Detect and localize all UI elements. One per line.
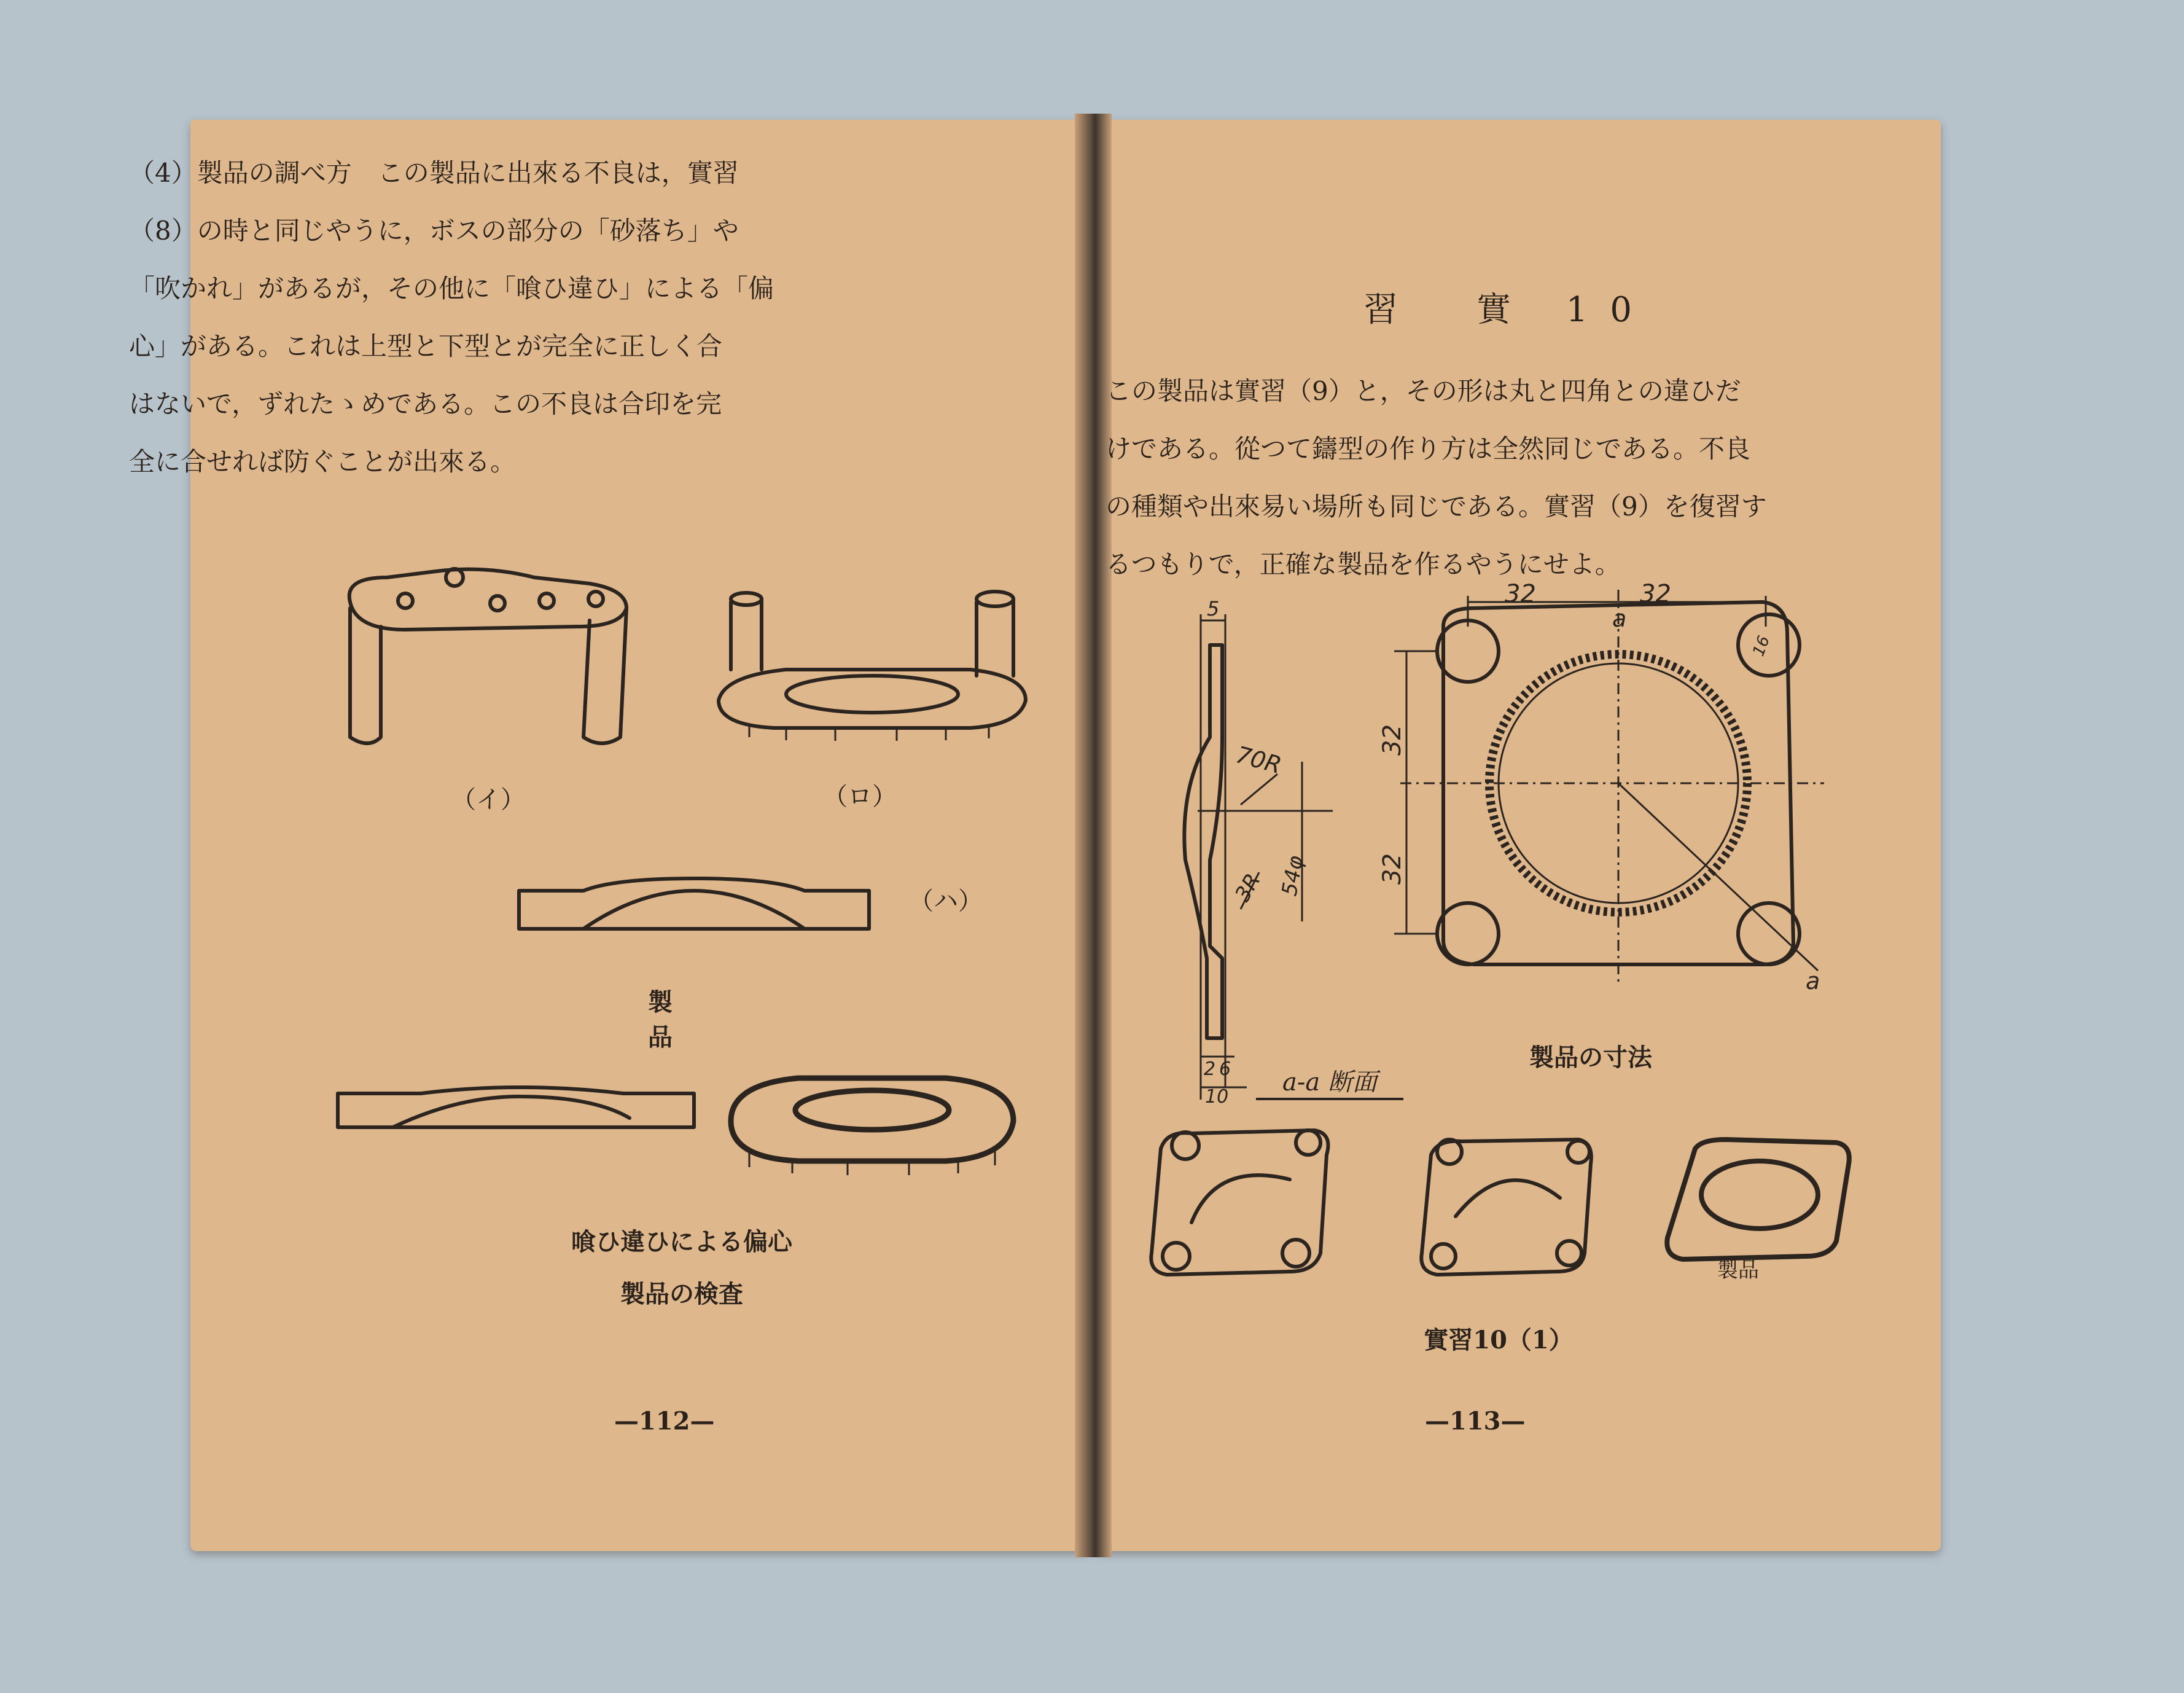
plan-dim-side-bottom: 32 xyxy=(1378,853,1406,885)
figure-i-boss-casting xyxy=(332,553,651,762)
right-page-number: —113— xyxy=(1425,1407,1526,1436)
product-sketch-2 xyxy=(1406,1130,1603,1284)
plan-mark-a-bottom: a xyxy=(1806,968,1820,995)
plan-dim-top-left: 32 xyxy=(1505,580,1536,608)
caption-inspection: 製品の検査 xyxy=(620,1280,743,1308)
section-dim-radius: 70R xyxy=(1233,741,1285,780)
section-dim-small-radius: 3R xyxy=(1230,869,1266,906)
right-line-4: るつもりで，正確な製品を作るやうにせよ。 xyxy=(1106,549,1621,579)
plan-dim-hole: 16 xyxy=(1749,633,1774,659)
book-gutter xyxy=(1075,114,1112,1557)
right-page-title: 習 實 10 xyxy=(1363,290,1655,330)
left-line-4: 心」がある。これは上型と下型とが完全に正しく合 xyxy=(129,331,723,361)
figure-i-label: （イ） xyxy=(451,786,525,814)
product-sketch-1 xyxy=(1142,1124,1339,1284)
plan-dim-top-right: 32 xyxy=(1640,580,1671,608)
left-line-3: 「吹かれ」があるが，その他に「喰ひ違ひ」による「偏 xyxy=(129,273,774,303)
section-dim-bottom-a: 2 xyxy=(1204,1058,1216,1080)
section-dim-bottom-c: 10 xyxy=(1205,1086,1229,1108)
left-paragraph xyxy=(129,144,854,491)
section-aa-drawing xyxy=(1155,597,1339,1112)
figure-ha-label: （ハ） xyxy=(909,887,983,915)
figure-ro-boss-casting xyxy=(712,584,1032,743)
right-line-1: この製品は實習（9）と，その形は丸と四角との違ひだ xyxy=(1106,376,1741,406)
caption-dimensions: 製品の寸法 xyxy=(1529,1043,1652,1072)
section-dim-bottom-b: 6 xyxy=(1219,1058,1231,1080)
right-paragraph xyxy=(1106,362,1830,593)
eccentric-section-figure xyxy=(335,1087,697,1130)
left-line-6: 全に合せれば防ぐことが出來る。 xyxy=(129,447,517,477)
section-dim-diameter: 54φ xyxy=(1277,853,1309,898)
figure-ha-section xyxy=(516,872,872,940)
section-dim-top: 5 xyxy=(1207,597,1220,620)
left-line-5: はないで，ずれたゝめである。この不良は合印を完 xyxy=(129,389,722,419)
left-line-2: （8）の時と同じやうに，ボスの部分の「砂落ち」や xyxy=(129,216,739,246)
left-line-1: （4）製品の調べ方 この製品に出來る不良は，實習 xyxy=(129,158,739,188)
plan-mark-a-top: a xyxy=(1612,605,1627,632)
right-line-2: けである。從つて鑄型の作り方は全然同じである。不良 xyxy=(1106,434,1751,464)
caption-exercise: 實習10（1） xyxy=(1424,1326,1574,1355)
left-page-number: —112— xyxy=(614,1407,715,1436)
figure-ro-label: （ロ） xyxy=(823,783,897,811)
right-line-3: の種類や出來易い場所も同じである。實習（9）を復習す xyxy=(1106,491,1767,522)
plan-dim-side-top: 32 xyxy=(1378,724,1406,756)
plan-view-drawing xyxy=(1378,577,1861,1007)
product-sketch-label: 製品 xyxy=(1717,1258,1759,1283)
caption-eccentric: 喰ひ違ひによる偏心 xyxy=(571,1227,792,1256)
section-aa-caption: a-a 断面 xyxy=(1256,1063,1403,1100)
eccentric-ring-figure xyxy=(725,1072,1020,1176)
caption-product: 製 品 xyxy=(648,988,783,1052)
